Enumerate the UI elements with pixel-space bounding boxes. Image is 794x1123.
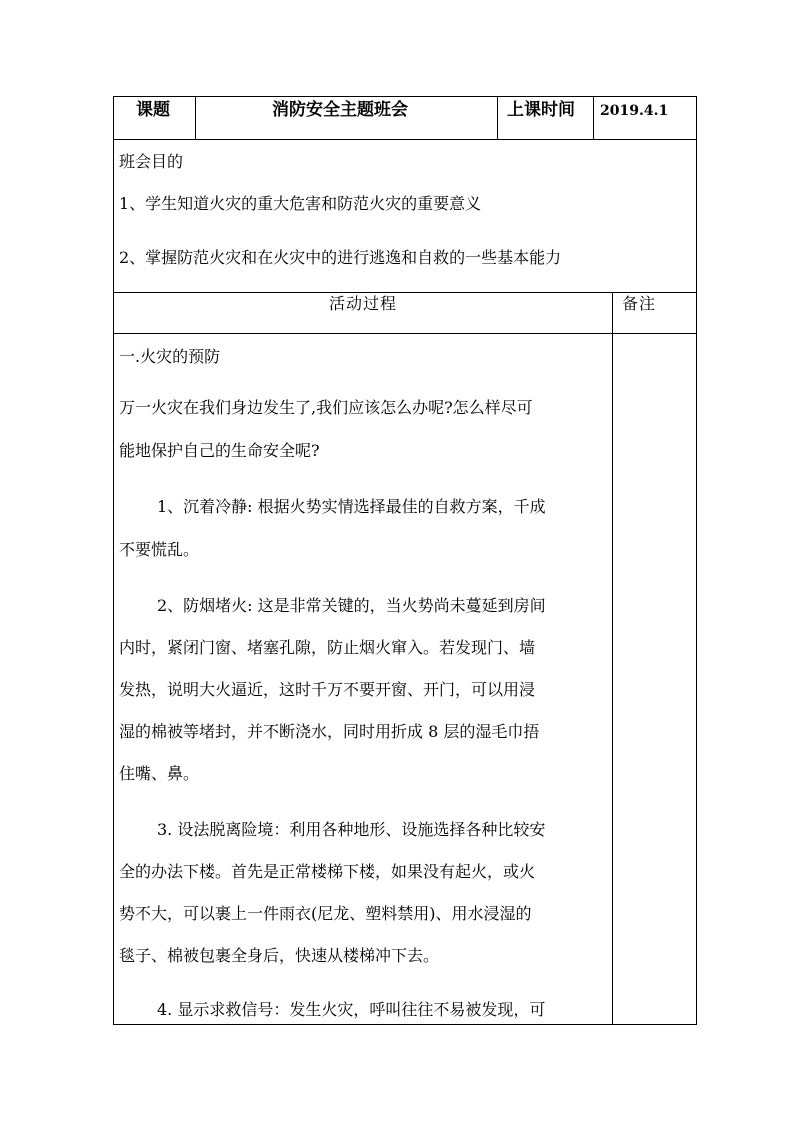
- time-label: 上课时间: [507, 100, 575, 120]
- lesson-plan-table: [113, 96, 697, 1025]
- content-line: 湿的棉被等堵封，并不断浇水，同时用折成 8 层的湿毛巾捂: [119, 722, 540, 741]
- topic-label: 课题: [136, 100, 170, 120]
- content-line: 内时，紧闭门窗、堵塞孔隙，防止烟火窜入。若发现门、墙: [119, 638, 536, 657]
- col-divider-time-label: [497, 96, 498, 140]
- col-divider-notes: [612, 292, 613, 1025]
- content-line: 全的办法下楼。首先是正常楼梯下楼，如果没有起火，或火: [119, 862, 536, 881]
- objective-item: 2、掌握防范火灾和在火灾中的进行逃逸和自救的一些基本能力: [119, 248, 562, 267]
- activity-process-label: 活动过程: [329, 294, 398, 313]
- content-line: 能地保护自己的生命安全呢?: [119, 441, 320, 460]
- content-line: 住嘴、鼻。: [119, 764, 200, 783]
- content-line: 4. 显示求救信号：发生火灾，呼叫往往不易被发现，可: [157, 1000, 546, 1019]
- col-divider-topic: [195, 96, 196, 140]
- time-value: 2019.4.1: [600, 103, 669, 119]
- topic-value: 消防安全主题班会: [272, 100, 408, 120]
- content-line: 1、沉着冷静: 根据火势实情选择最佳的自救方案，千成: [157, 497, 546, 516]
- section-title: 一.火灾的预防: [119, 347, 221, 366]
- content-line: 3. 设法脱离险境：利用各种地形、设施选择各种比较安: [157, 820, 546, 839]
- col-divider-time-value: [593, 96, 594, 140]
- objective-item: 1、学生知道火灾的重大危害和防范火灾的重要意义: [119, 194, 482, 213]
- row-divider-objectives: [113, 292, 697, 293]
- content-line: 不要慌乱。: [119, 540, 200, 559]
- row-divider-header: [113, 139, 697, 140]
- content-line: 毯子、棉被包裹全身后，快速从楼梯冲下去。: [119, 946, 440, 965]
- row-divider-process: [113, 333, 697, 334]
- content-line: 万一火灾在我们身边发生了,我们应该怎么办呢?怎么样尽可: [119, 398, 533, 417]
- content-line: 势不大，可以裹上一件雨衣(尼龙、塑料禁用)、用水浸湿的: [119, 904, 532, 923]
- content-line: 发热，说明大火逼近，这时千万不要开窗、开门，可以用浸: [119, 680, 536, 699]
- content-line: 2、防烟堵火: 这是非常关键的，当火势尚未蔓延到房间: [157, 596, 546, 615]
- notes-label: 备注: [622, 294, 657, 313]
- objectives-title: 班会目的: [119, 152, 184, 171]
